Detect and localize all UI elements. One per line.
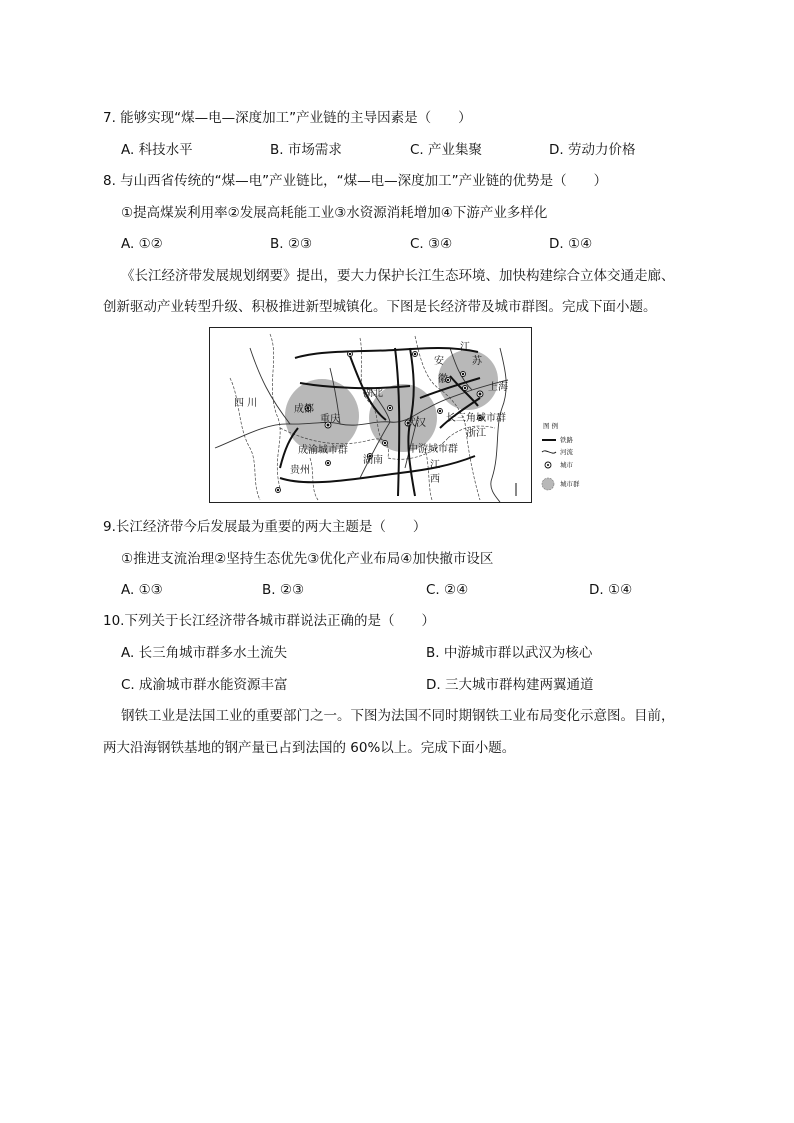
label-jiangsu-1: 江 [460, 342, 470, 353]
passage-2-line-1: 钢铁工业是法国工业的重要部门之一。下图为法国不同时期钢铁工业布局变化示意图。目前， [121, 708, 675, 724]
yangtze-economic-belt-map [209, 327, 532, 503]
label-wuhan: 武汉 [406, 418, 426, 429]
label-anhui-1: 安 [434, 356, 444, 367]
legend-railway: 铁路 [560, 436, 573, 444]
legend-title: 图 例 [543, 422, 559, 430]
question-10-option-d[interactable]: D. 三大城市群构建两翼通道 [426, 677, 594, 693]
passage-1-line-1: 《长江经济带发展规划纲要》提出，要大力保护长江生态环境、加快构建综合立体交通走廊、 [121, 268, 675, 284]
question-7-option-b[interactable]: B. 市场需求 [270, 142, 342, 158]
map-canvas [210, 328, 531, 502]
question-8-option-d[interactable]: D. ①④ [549, 236, 593, 252]
label-jiangxi-2: 西 [430, 474, 440, 485]
label-shanghai: 上海 [488, 382, 508, 393]
passage-2-line-2: 两大沿海钢铁基地的钢产量已占到法国的 60%以上。完成下面小题。 [103, 740, 516, 756]
question-7-option-c[interactable]: C. 产业集聚 [410, 142, 483, 158]
question-8-items: ①提高煤炭利用率②发展高耗能工业③水资源消耗增加④下游产业多样化 [121, 205, 548, 221]
label-hubei: 湖北 [363, 388, 383, 399]
label-sichuan: 四 川 [234, 398, 258, 409]
label-chengyu-cluster: 成渝城市群 [298, 445, 348, 456]
label-yangtze-delta-cluster: 长三角城市群 [446, 413, 506, 424]
label-anhui-2: 徽 [438, 374, 448, 385]
label-hunan: 湖南 [363, 455, 383, 466]
question-10-stem: 10.下列关于长江经济带各城市群说法正确的是（ ） [103, 613, 435, 629]
question-8-option-a[interactable]: A. ①② [121, 236, 163, 252]
legend-cluster: 城市群 [560, 480, 580, 488]
question-10-option-b[interactable]: B. 中游城市群以武汉为核心 [426, 645, 593, 661]
label-midstream-cluster: 中游城市群 [408, 444, 458, 455]
legend-river-symbol [542, 451, 556, 453]
question-9-option-b[interactable]: B. ②③ [262, 582, 305, 598]
label-jiangsu-2: 苏 [472, 356, 482, 367]
question-9-option-d[interactable]: D. ①④ [589, 582, 633, 598]
question-9-items: ①推进支流治理②坚持生态优先③优化产业布局④加快撤市设区 [121, 551, 494, 567]
legend-cluster-symbol [542, 478, 554, 490]
legend-river: 河流 [560, 448, 573, 456]
question-9-option-a[interactable]: A. ①③ [121, 582, 163, 598]
question-10-option-c[interactable]: C. 成渝城市群水能资源丰富 [121, 677, 288, 693]
question-7-stem: 7. 能够实现“煤—电—深度加工”产业链的主导因素是（ ） [103, 110, 472, 126]
question-8-stem: 8. 与山西省传统的“煤—电”产业链比，“煤—电—深度加工”产业链的优势是（ ） [103, 173, 608, 189]
legend-box [540, 420, 600, 500]
passage-1-line-2: 创新驱动产业转型升级、积极推进新型城镇化。下图是长经济带及城市群图。完成下面小题。 [103, 299, 657, 315]
question-9-stem: 9.长江经济带今后发展最为重要的两大主题是（ ） [103, 519, 427, 535]
label-guizhou: 贵州 [290, 465, 310, 476]
label-jiangxi-1: 江 [430, 460, 440, 471]
question-7-option-d[interactable]: D. 劳动力价格 [549, 142, 636, 158]
question-7-option-a[interactable]: A. 科技水平 [121, 142, 193, 158]
label-chongqing: 重庆 [320, 414, 340, 425]
question-8-option-b[interactable]: B. ②③ [270, 236, 313, 252]
label-chengdu: 成都 [294, 404, 314, 415]
question-8-option-c[interactable]: C. ③④ [410, 236, 453, 252]
label-zhejiang: 浙江 [466, 428, 486, 439]
legend-city: 城市 [560, 461, 573, 469]
question-9-option-c[interactable]: C. ②④ [426, 582, 469, 598]
question-10-option-a[interactable]: A. 长三角城市群多水土流失 [121, 645, 288, 661]
